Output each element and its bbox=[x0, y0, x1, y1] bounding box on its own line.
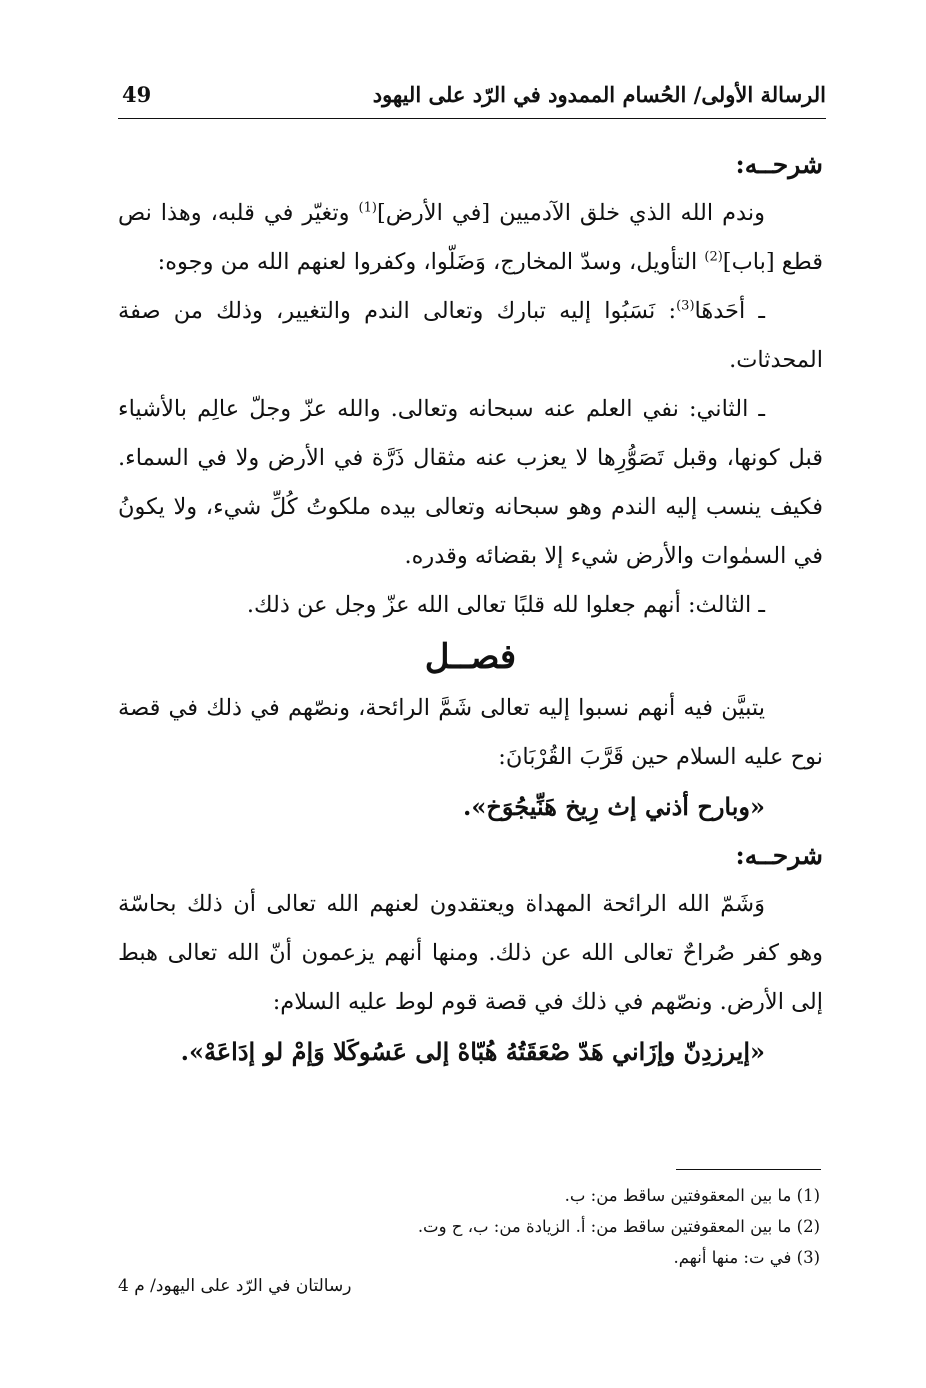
section-heading-sharh-2: شرحــه: bbox=[735, 841, 823, 870]
footnote-ref-2[interactable]: (2) bbox=[704, 249, 723, 265]
paragraph-5-quote: «إيرزدِنّ وإزَاني هَدّ صْعَقَتُهُ هُبّاهْ إلى عَسُوكَلا وَإمْ لو إدَاعَهْ». bbox=[180, 1037, 765, 1066]
paragraph-1-part-3: التأويل، وسدّ المخارج، وَضَلّوا، وكفروا لعنهم الله من وجوه: bbox=[157, 249, 705, 275]
paragraph-2-part-2: : نَسَبُوا إليه تبارك وتعالى الندم والتغيير، وذلك من صفة المحدثات. bbox=[118, 298, 823, 373]
page-number: 49 bbox=[122, 82, 152, 107]
footnotes bbox=[118, 1180, 820, 1273]
paragraph-1-part-1: وندم الله الذي خلق الآدميين [في الأرض] bbox=[376, 200, 765, 226]
fasl-paragraph: يتبيَّن فيه أنهم نسبوا إليه تعالى شَمَّ الرائحة، ونصّهم في ذلك في قصة نوح عليه السلام حين قَرَّبَ القُرْبَانَ: bbox=[118, 695, 823, 770]
footnote-ref-1[interactable]: (1) bbox=[358, 200, 377, 216]
paragraph-3: ـ الثاني: نفي العلم عنه سبحانه وتعالى. والله عزّ وجلّ عالِم بالأشياء قبل كونها، وقبل تَصَوُّرِها لا يعزب عنه مثقال ذَرَّة في الأرض ولا في السماء. فكيف ينسب إليه الندم وهو سبحانه وتعالى بيده ملكوتُ كُلِّ شيء، ولا يكونُ في السمٰوات والأرض شيء إلا بقضائه وقدره. bbox=[118, 396, 823, 569]
paragraph-5: وَشَمّ الله الرائحة المهداة ويعتقدون لعنهم الله تعالى أن ذلك بحاسّة وهو كفر صُراحٌ تعالى الله عن ذلك. ومنها أنهم يزعمون أنّ الله تعالى هبط إلى الأرض. ونصّهم في ذلك في قصة قوم لوط عليه السلام: bbox=[118, 891, 823, 1015]
main-text bbox=[118, 140, 823, 1076]
page-header bbox=[118, 78, 826, 119]
paragraph-4: ـ الثالث: أنهم جعلوا لله قلبًا تعالى الله عزّ وجل عن ذلك. bbox=[246, 592, 765, 618]
footnote-3: (3) في ت: منها أنهم. bbox=[673, 1248, 820, 1267]
footnote-divider bbox=[676, 1169, 821, 1170]
paragraph-2 bbox=[118, 287, 823, 385]
paragraph-1 bbox=[118, 189, 823, 287]
footnote-1: (1) ما بين المعقوفتين ساقط من: ب. bbox=[564, 1186, 820, 1205]
paragraph-1-part-2: وتغيّر في قلبه، وهذا نص قطع [باب] bbox=[118, 200, 823, 275]
paragraph-2-part-1: ـ أحَدهَا bbox=[694, 298, 766, 324]
running-title: الرسالة الأولى/ الحُسام الممدود في الرّد على اليهود bbox=[372, 82, 826, 107]
section-heading-sharh-1: شرحــه: bbox=[735, 150, 823, 179]
fasl-quote: «وبارح أذني إث رِيخ هَنِّيجُوَخ». bbox=[462, 792, 765, 821]
fasl-heading: فصــل bbox=[424, 637, 517, 677]
footnote-2: (2) ما بين المعقوفتين ساقط من: أ. الزيادة من: ب، ح وت. bbox=[417, 1217, 820, 1236]
footnote-ref-3[interactable]: (3) bbox=[676, 298, 695, 314]
page-footer-signature: رسالتان في الرّد على اليهود/ م 4 bbox=[118, 1276, 352, 1296]
